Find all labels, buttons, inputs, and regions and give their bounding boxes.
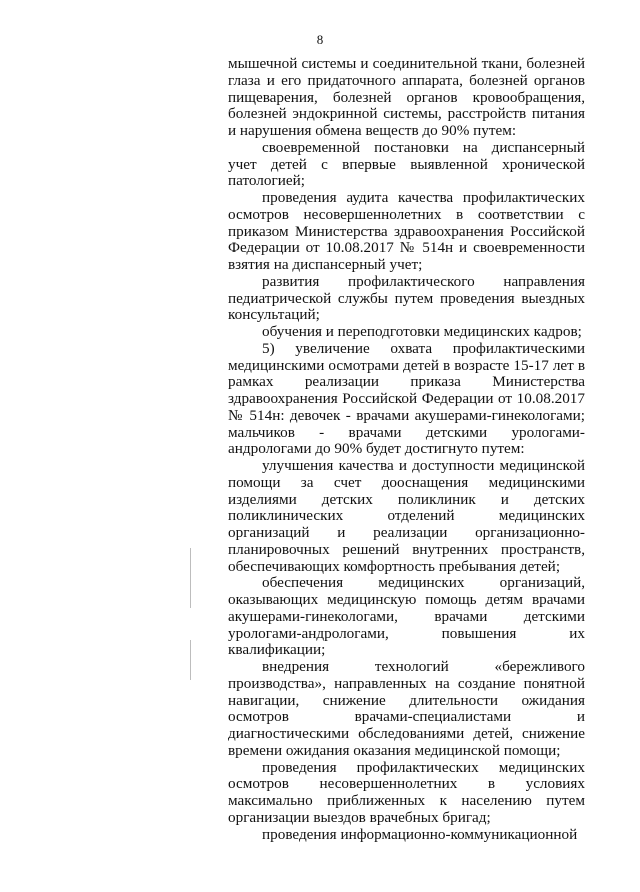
paragraph: проведения аудита качества профилактических осмотров несовершеннолетних в соответствии с приказом Министерства здравоохранения Российской Федерации от 10.08.2017 № 514н и своевременности взятия на диспансерный учет; xyxy=(228,189,585,273)
paragraph-continues-next-page: проведения информационно-коммуникационной xyxy=(262,825,578,843)
scan-margin-mark xyxy=(190,548,191,608)
paragraph: обучения и переподготовки медицинских кадров; xyxy=(262,323,582,340)
document-body xyxy=(228,56,585,843)
paragraph-continued: мышечной системы и соединительной ткани, болезней глаза и его придаточного аппарата, болезней органов пищеварения, болезней органов кровообращения, болезней эндокринной системы, расстройств питания и нарушения обмена веществ до 90% путем: xyxy=(228,55,585,139)
paragraph: обеспечения медицинских организаций, оказывающих медицинскую помощь детям врачами акушерами-гинекологами, врачами детскими урологами-андрологами, повышения их квалификации; xyxy=(228,574,585,659)
paragraph: улучшения качества и доступности медицинской помощи за счет дооснащения медицинскими изделиями детских поликлиник и детских поликлинических отделений медицинских организаций и реализации организационно-планировочных решений внутренних пространств, обеспечивающих комфортность пребывания детей; xyxy=(228,457,585,575)
paragraph: проведения профилактических медицинских осмотров несовершеннолетних в условиях максимально приближенных к населению путем организации выездов врачебных бригад; xyxy=(228,758,585,826)
paragraph: своевременной постановки на диспансерный учет детей с впервые выявленной хронической патологией; xyxy=(228,138,585,190)
scan-margin-mark xyxy=(190,640,191,680)
paragraph: развития профилактического направления педиатрической службы путем проведения выездных консультаций; xyxy=(228,272,585,324)
paragraph-numbered-item-5: 5) увеличение охвата профилактическими медицинскими осмотрами детей в возрасте 15-17 лет в рамках реализации приказа Министерства здравоохранения Российской Федерации от 10.08.2017 № 514н: девочек - врачами акушерами-гинекологами; мальчиков - врачами детскими урологами-андрологами до 90% будет достигнуто путем: xyxy=(228,339,585,458)
paragraph: внедрения технологий «бережливого производства», направленных на создание понятной навигации, снижение длительности ожидания осмотров врачами-специалистами и диагностическими обследованиями детей, снижение времени ожидания оказания медицинской помощи; xyxy=(228,658,585,759)
page-number: 8 xyxy=(316,32,324,47)
